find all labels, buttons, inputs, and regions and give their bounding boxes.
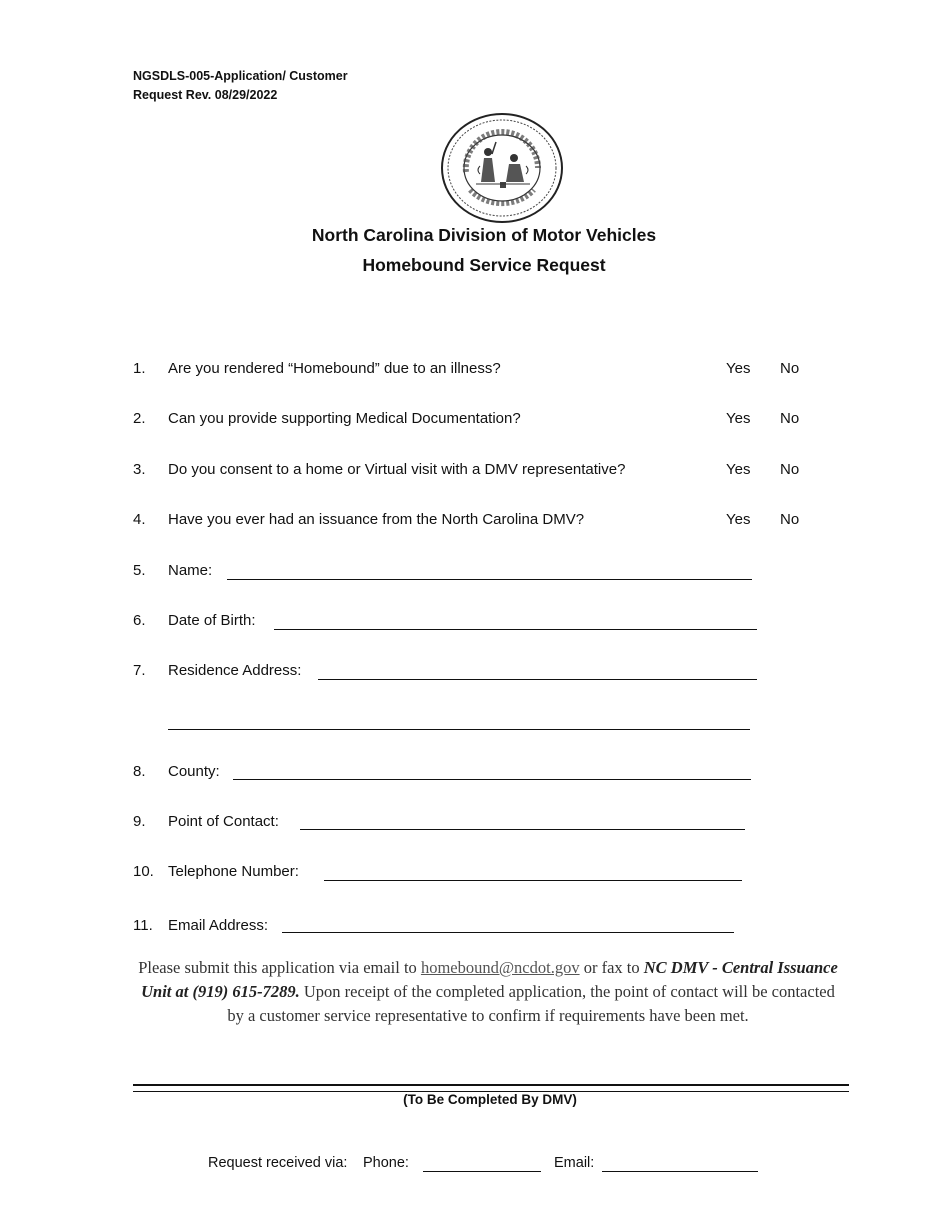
- field-label: Point of Contact:: [168, 813, 279, 830]
- submission-instructions: [133, 956, 843, 1028]
- email-address-input-line[interactable]: [282, 932, 734, 933]
- state-seal-icon: [440, 112, 564, 224]
- yes-option[interactable]: Yes: [726, 511, 751, 528]
- question-text: Have you ever had an issuance from the North Carolina DMV?: [168, 511, 585, 528]
- residence-address-input-line[interactable]: [318, 679, 757, 680]
- field-label: Date of Birth:: [168, 612, 256, 629]
- instructions-text: or fax to: [579, 958, 644, 977]
- phone-label: Phone:: [363, 1155, 409, 1171]
- fax-details: NC DMV - Central Issuance Unit at (919) 615-7289.: [141, 958, 838, 1001]
- question-number: 3.: [133, 461, 146, 478]
- field-label: Telephone Number:: [168, 863, 299, 880]
- question-text: Do you consent to a home or Virtual visit with a DMV representative?: [168, 461, 626, 478]
- instructions-text: Please submit this application via email to: [138, 958, 421, 977]
- email-input-line[interactable]: [602, 1171, 758, 1172]
- question-number: 2.: [133, 410, 146, 427]
- no-option[interactable]: No: [780, 461, 800, 478]
- field-label: Email Address:: [168, 917, 269, 934]
- no-option[interactable]: No: [780, 360, 800, 377]
- telephone-number-input-line[interactable]: [324, 880, 742, 881]
- divider-line: [133, 1084, 849, 1086]
- field-label: County:: [168, 763, 220, 780]
- received-via-label: Request received via:: [208, 1155, 348, 1171]
- county-input-line[interactable]: [233, 779, 751, 780]
- form-id: [133, 67, 348, 105]
- field-number: 6.: [133, 612, 146, 629]
- question-text: Are you rendered “Homebound” due to an illness?: [168, 360, 501, 377]
- yes-option[interactable]: Yes: [726, 360, 751, 377]
- dmv-section-label: (To Be Completed By DMV): [403, 1092, 577, 1107]
- email-link[interactable]: homebound@ncdot.gov: [420, 958, 580, 977]
- field-number: 8.: [133, 763, 146, 780]
- form-id-line1: NGSDLS-005-Application/ Customer: [133, 69, 348, 83]
- name-input-line[interactable]: [227, 579, 752, 580]
- field-label: Residence Address:: [168, 662, 302, 679]
- question-number: 4.: [133, 511, 146, 528]
- form-id-line2: Request Rev. 08/29/2022: [133, 88, 278, 102]
- yes-option[interactable]: Yes: [726, 410, 751, 427]
- question-text: Can you provide supporting Medical Documentation?: [168, 410, 521, 427]
- phone-input-line[interactable]: [423, 1171, 541, 1172]
- date-of-birth-input-line[interactable]: [274, 629, 757, 630]
- field-number: 11.: [133, 917, 153, 934]
- page-subtitle: Homebound Service Request: [362, 255, 606, 275]
- no-option[interactable]: No: [780, 511, 800, 528]
- instructions-text: Upon receipt of the completed application, the point of contact will be contacted by a customer service representative to confirm if requirements have been met.: [227, 982, 835, 1025]
- field-number: 7.: [133, 662, 146, 679]
- field-number: 10.: [133, 863, 154, 880]
- field-label: Name:: [168, 562, 213, 579]
- yes-option[interactable]: Yes: [726, 461, 751, 478]
- question-number: 1.: [133, 360, 146, 377]
- residence-address-input-line-2[interactable]: [168, 729, 750, 730]
- field-number: 9.: [133, 813, 146, 830]
- email-label: Email:: [554, 1155, 595, 1171]
- page-title: North Carolina Division of Motor Vehicles: [311, 225, 657, 245]
- no-option[interactable]: No: [780, 410, 800, 427]
- point-of-contact-input-line[interactable]: [300, 829, 745, 830]
- field-number: 5.: [133, 562, 146, 579]
